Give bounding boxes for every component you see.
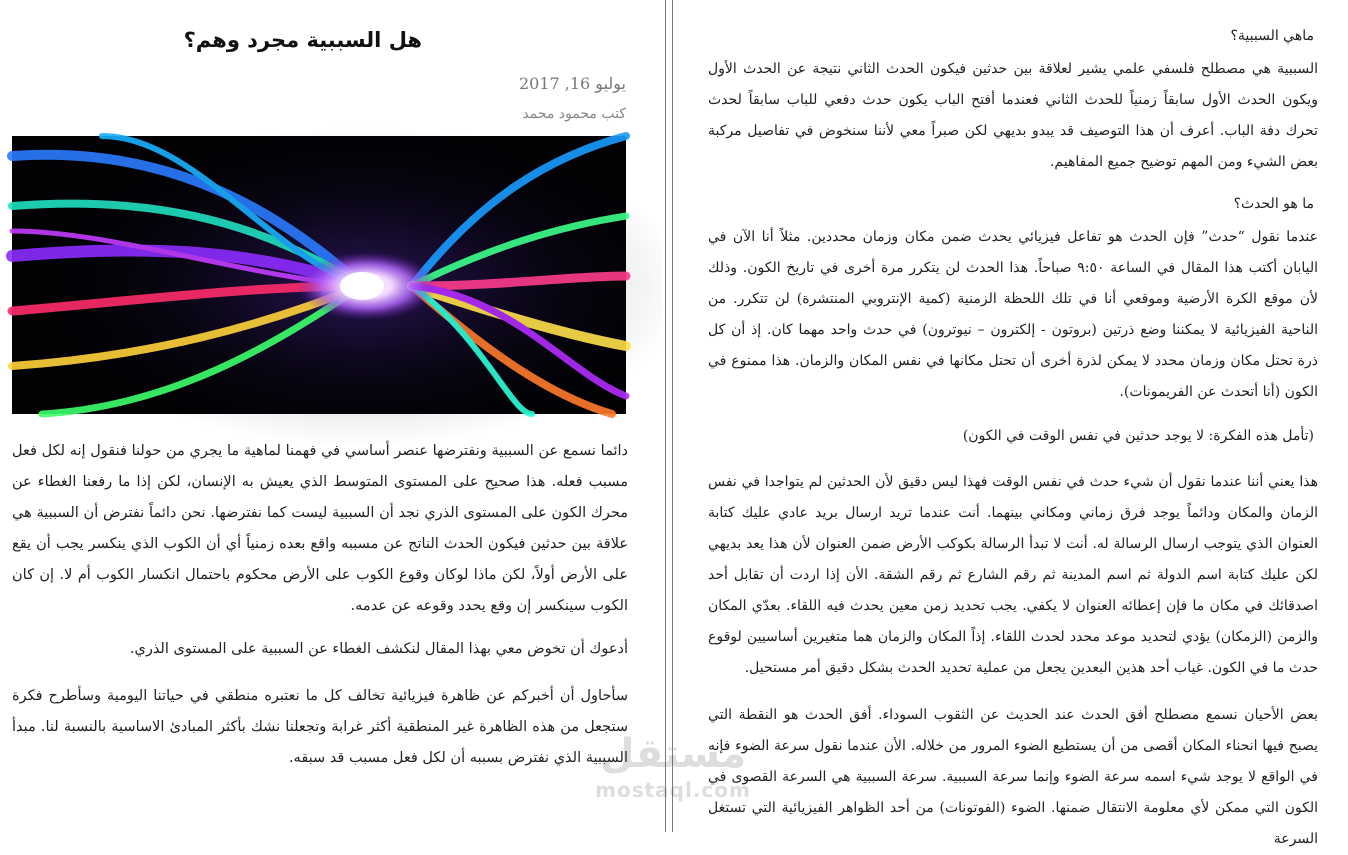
invitation-paragraph: أدعوك أن تخوض معي بهذا المقال لنكشف الغطاء عن السببية على المستوى الذري. bbox=[129, 641, 628, 657]
gutter-line bbox=[672, 0, 673, 832]
quote-line: (تأمل هذه الفكرة: لا يوجد حدثين في نفس الوقت في الكون) bbox=[962, 428, 1314, 444]
right-page bbox=[676, 0, 1348, 847]
article-title: هل السببية مجرد وهم؟ bbox=[183, 28, 422, 52]
light-burst-illustration bbox=[12, 136, 626, 414]
article-date: يوليو 16, 2017 bbox=[518, 74, 626, 93]
section-text-causality: السببية هي مصطلح فلسفي علمي يشير لعلاقة بين حدثين فيكون الحدث الثاني نتيجة عن الحدث الأول ويكون الحدث الأول سابقاً زمنياً للحدث الثاني فعندما أفتح الباب يكون حدث دفعي للباب سابقاً لحدث تحرك دفة الباب. أعرف أن هذا التوصيف قد يبدو بديهي لكن صبراً معي لأننا سنخوض في تفاصيل مركبة بعض الشيء ومن المهم توضيح جميع المفاهيم. bbox=[708, 61, 1318, 170]
spacetime-paragraph: هذا يعني أننا عندما نقول أن شيء حدث في نفس الوقت فهذا ليس دقيق لأن الحدثين لم يتواجدا في نفس الزمان والمكان ودائماً يوجد فرق زماني ومكاني بينهما. أنت عندما تريد ارسال بريد عادي عليك كتابة العنوان الذي يتوجب ارسال الرسالة له. أنت لا تبدأ الرسالة بكوكب الأرض ضمن العنوان لأن هذا يعد بديهي لكن عليك كتابة اسم الدولة ثم اسم المدينة ثم رقم الشارع ثم رقم الشقة. الأن إذا اردت أن تقابل أحد اصدقائك في مكان ما فإن إعطائه العنوان لا يكفي. يجب تحديد زمن معين يحدث فيه اللقاء. بعدّي المكان والزمن (الزمكان) يؤدي لتحديد موعد محدد لحدث اللقاء. إذاً المكان والزمان هما متغيرين أساسيين لوقوع حدث ما في الكون. غياب أحد هذين البعدين يجعل من عملية تحديد الحدث بشكل دقيق أمر مستحيل. bbox=[708, 474, 1318, 676]
hero-image bbox=[12, 136, 626, 414]
phenomenon-paragraph: سأحاول أن أخبركم عن ظاهرة فيزيائية تخالف كل ما نعتبره منطقي في حياتنا اليومية وسأطرح فكرة ستجعل من هذه الظاهرة غير المنطقية أكثر غرابة وتجعلنا نشك بأكثر المبادئ الاساسية بالنسبة لنا. مبدأ السببية الذي نفترض بسببه أن لكل فعل مسبب قد سبقه. bbox=[12, 688, 628, 766]
page-gutter bbox=[662, 0, 676, 832]
intro-paragraph: دائما نسمع عن السببية ونفترضها عنصر أساسي في فهمنا لماهية ما يجري من حولنا فنقول إنه لكل فعل مسبب فعله. هذا صحيح على المستوى المتوسط الذي يعيش به الإنسان، لكن إذا ما رفعنا الغطاء عن محرك الكون على المستوى الذري نجد أن السببية ليست كما نفترضها. نحن دائماً نفترض أن السببية هي علاقة بين حدثين فيكون الحدث الناتج عن مسببه واقع بعده زمنياً أي أن الكوب الذي ينكسر يجب أن يقع على الأرض أولاً، لكن ماذا لوكان وقوع الكوب على الأرض محكوم باحتمال انكسار الكوب أم لا. إن كان الكوب سينكسر إن وقع يحدد وقوعه عن عدمه. bbox=[12, 443, 628, 614]
left-page bbox=[0, 0, 662, 832]
section-heading-event: ما هو الحدث؟ bbox=[1233, 196, 1314, 212]
section-text-event: عندما نقول “حدث” فإن الحدث هو تفاعل فيزيائي يحدث ضمن مكان وزمان محددين. مثلاً أنا الآن في اليابان أكتب هذا المقال في الساعة ٩:٥٠ صباحاً. هذا الحدث لن يتكرر مرة أخرى في تاريخ الكون. وذلك لأن موقع الكرة الأرضية وموقعي أنا في تلك اللحظة الزمنية (كمية الإنتروبي المنتشرة) لن تتكرر. من الناحية الفيزيائية لا يمكننا وضع ذرتين (بروتون - إلكترون – نيوترون) في حدث واحد مهما كان. إذ أن كل ذرة تحتل مكان وزمان محدد لا يمكن لذرة أخرى أن تحتل مكانها في نفس المكان والزمان. هذا ممنوع في الكون (أنا أتحدث عن الفريمونات). bbox=[708, 229, 1318, 400]
section-heading-causality: ماهي السببية؟ bbox=[1230, 28, 1314, 44]
gutter-line bbox=[665, 0, 666, 832]
article-author: كتب محمود محمد bbox=[522, 106, 626, 122]
event-horizon-paragraph: بعض الأحيان نسمع مصطلح أفق الحدث عند الحديث عن الثقوب السوداء. أفق الحدث هو النقطة التي يصبح فيها انحناء المكان أقصى من أن يستطيع الضوء المرور من خلاله. الأن عندما نقول سرعة الضوء فإنه في الواقع لا يوجد شيء اسمه سرعة الضوء وإنما سرعة السببية. سرعة السببية هي السرعة القصوى في الكون التي ممكن لأي معلومة الانتقال ضمنها. الضوء (الفوتونات) من أحد الظواهر الفيزيائية التي تستغل السرعة bbox=[708, 707, 1318, 847]
